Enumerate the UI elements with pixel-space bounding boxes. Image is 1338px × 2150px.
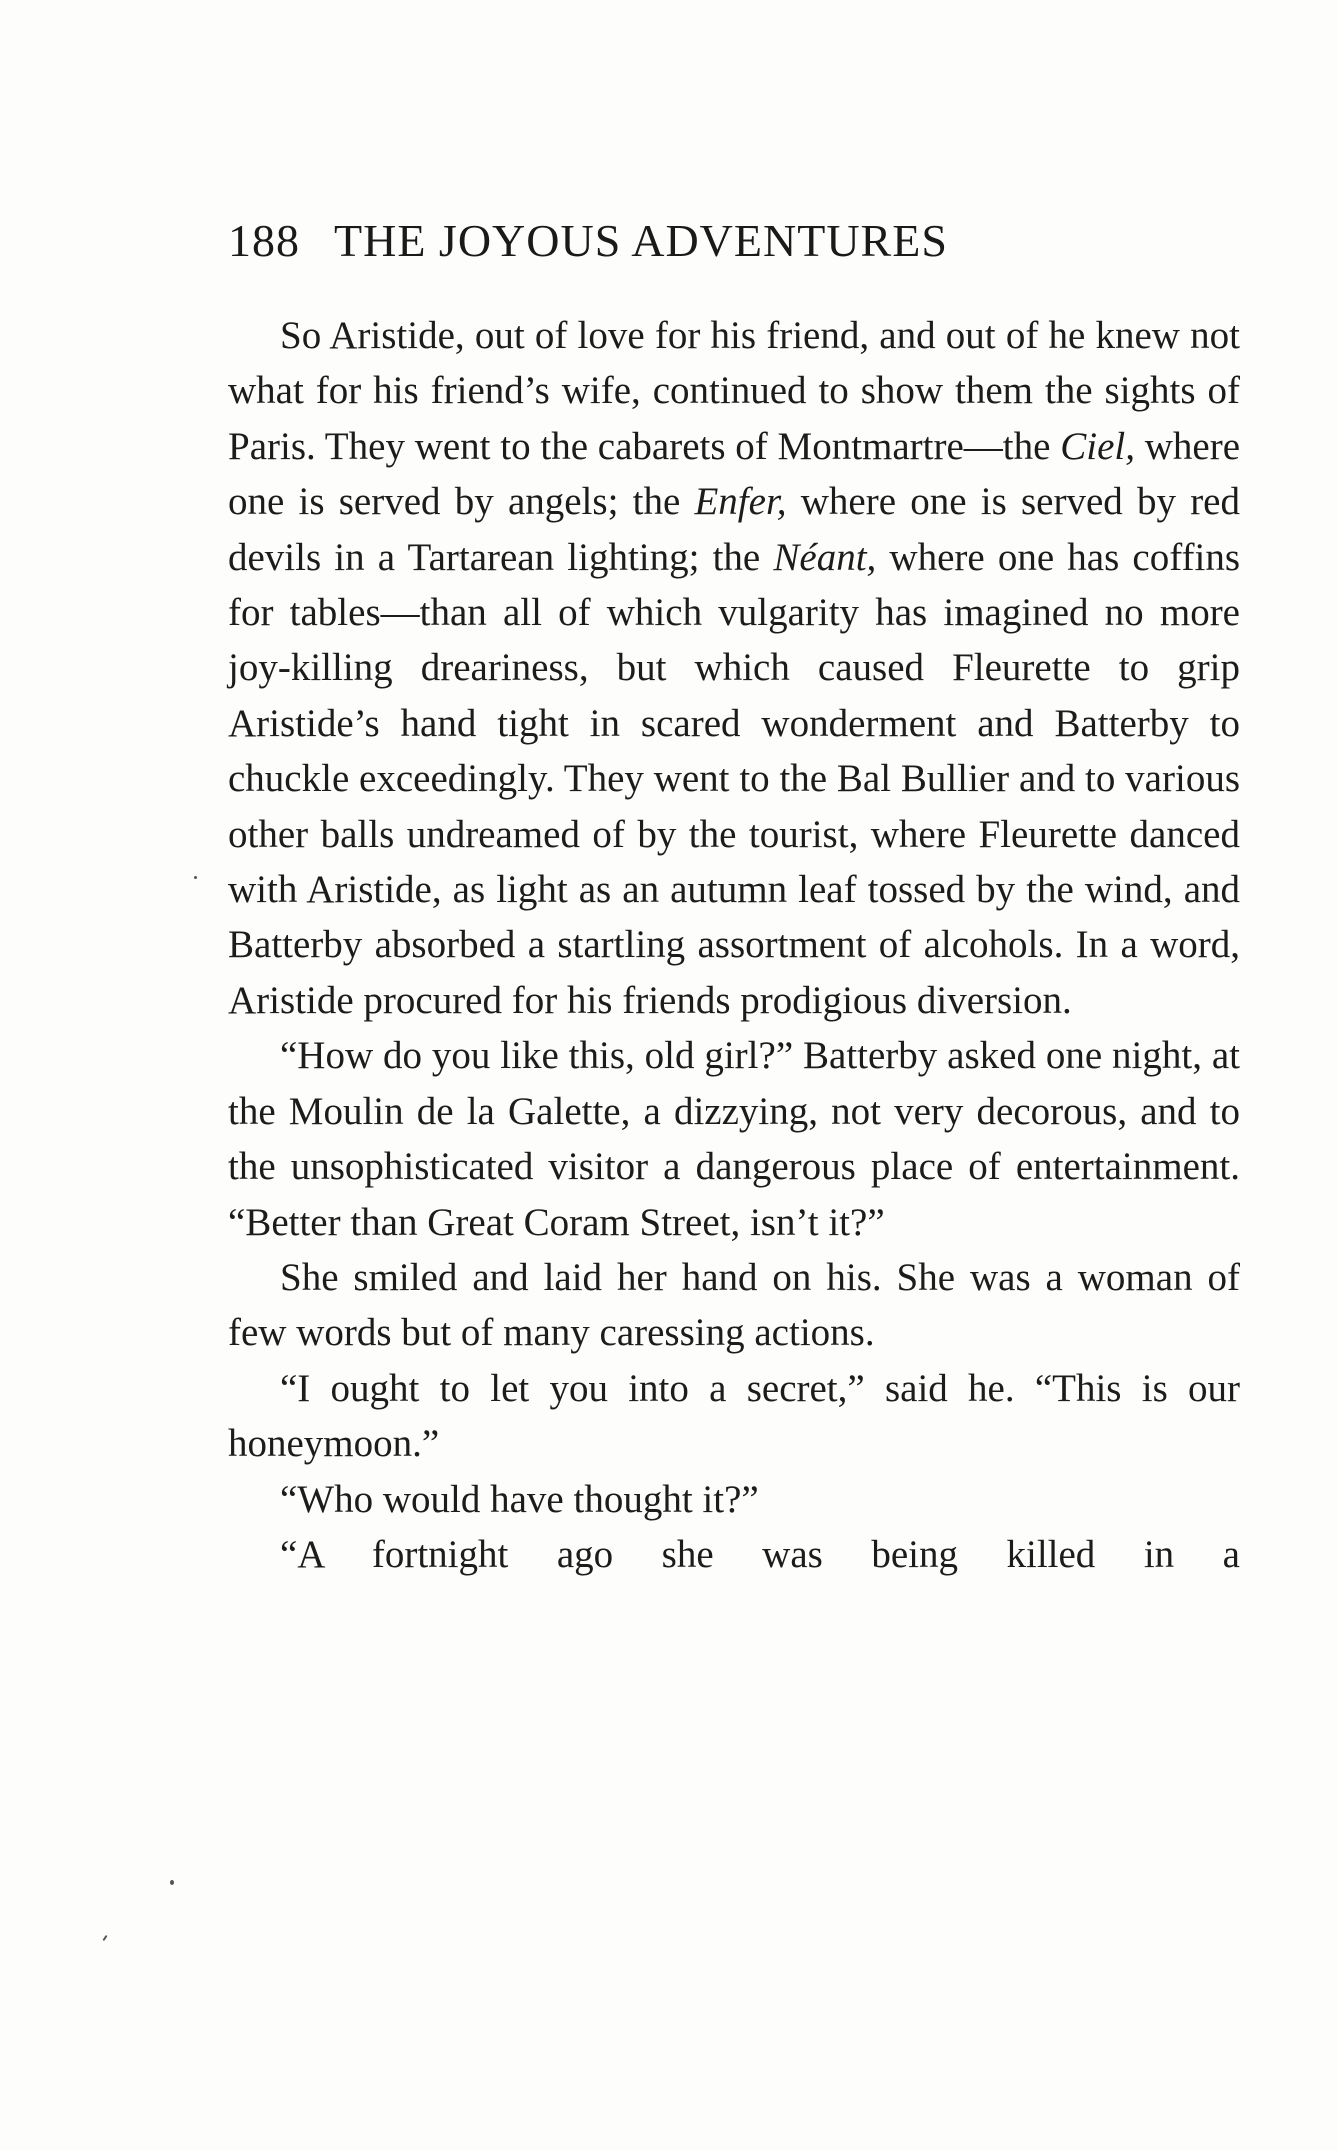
body-text xyxy=(228,308,1240,1582)
italic-ciel: Ciel, xyxy=(1060,424,1135,468)
paper-speck xyxy=(194,876,197,879)
paragraph-5: “Who would have thought it?” xyxy=(280,1477,759,1521)
paragraph-6: “A fortnight ago she was being killed in a xyxy=(280,1532,1240,1576)
page-number: 188 xyxy=(228,215,300,266)
paper-speck xyxy=(102,1935,107,1941)
running-title: THE JOYOUS ADVENTURES xyxy=(334,215,948,266)
running-header xyxy=(228,214,948,267)
paragraph-4: “I ought to let you into a secret,” said he. “This is our honeymoon.” xyxy=(228,1366,1240,1466)
paper-speck xyxy=(170,1880,174,1885)
italic-enfer: Enfer, xyxy=(694,480,787,524)
paragraph-3: She smiled and laid her hand on his. She was a woman of few words but of many caressing actions. xyxy=(228,1255,1240,1355)
italic-neant: Néant, xyxy=(773,535,877,579)
paragraph-2: “How do you like this, old girl?” Batterby asked one night, at the Moulin de la Galette, a dizzying, not very decorous, and to the unsophisticated visitor a dangerous place of entertainment. “Better than Great Coram Street, isn’t it?” xyxy=(228,1034,1240,1244)
paragraph-1: So Aristide, out of love for his friend, and out of he knew not what for his friend’s wife, continued to show them the sights of Paris. They went to the cabarets of Montmartre—the Ciel, where one is served by angels; the Enfer, where one is served by red devils in a Tartarean lighting; the Néant, where one has coffins for tables—than all of which vulgarity has imagined no more joy-killing dreariness, but which caused Fleurette to grip Aristide’s hand tight in scared wonderment and Batterby to chuckle exceedingly. They went to the Bal Bullier and to various other balls undreamed of by the tourist, where Fleurette danced with Aristide, as light as an autumn leaf tossed by the wind, and Batterby absorbed a startling assortment of alcohols. In a word, Aristide procured for his friends prodigious diversion. xyxy=(228,314,1241,1022)
